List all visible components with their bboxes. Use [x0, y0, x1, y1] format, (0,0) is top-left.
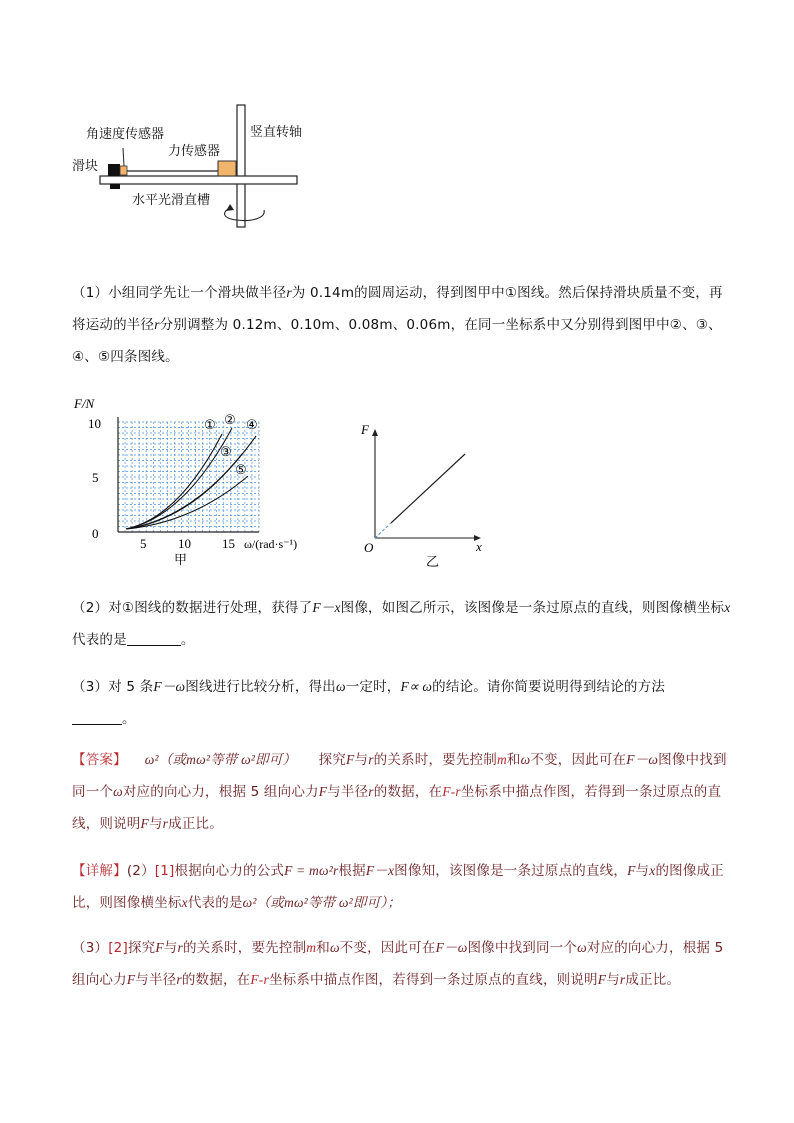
graph-yi-caption: 乙 — [426, 554, 440, 569]
label-angular-sensor: 角速度传感器 — [86, 127, 165, 142]
graph-yi-y-label: F — [361, 422, 369, 437]
answer-blank-3[interactable] — [72, 710, 122, 725]
graph-yi — [355, 420, 495, 570]
slider-foot — [110, 184, 120, 189]
detail-label: 【详解】 — [72, 863, 127, 879]
graph-jia-x-tick-5: 5 — [140, 536, 147, 551]
detail-block-2: 【详解】(2）[1]根据向心力的公式F = mω²r根据F－x图像知，该图像是一条过原点的直线，F与x的图像成正比，则图像横坐标x代表的是ω²（或mω²等带 ω²即可）； — [72, 863, 724, 911]
force-sensor — [218, 161, 236, 176]
graph-yi-svg — [355, 420, 495, 570]
horizontal-groove — [100, 176, 297, 184]
graph-jia-curves — [126, 428, 256, 529]
question-3: （3）对 5 条F－ω图线进行比较分析，得出ω一定时，F∝ ω的结论。请你简要说明得到结论的方法 。 — [72, 679, 666, 727]
graph-jia-curve-2 — [126, 428, 232, 529]
label-force-sensor: 力传感器 — [168, 144, 221, 159]
detail-block-3: （3）[2]探究F与r的关系时，要先控制m和ω不变，因此可在F－ω图像中找到同一个ω对应的向心力，根据 5 组向心力F与半径r的数据，在F-r坐标系中描点作图，若得到一条过原点的直线，则说明F与r成正比。 — [72, 940, 724, 988]
graph-jia-origin: 0 — [92, 526, 99, 541]
curve-label-3: ③ — [220, 444, 232, 459]
graph-yi-dashed-extension — [375, 523, 391, 538]
answer-label: 【答案】 — [72, 752, 127, 768]
graph-jia-x-label: ω/(rad·s⁻¹) — [244, 537, 298, 551]
graph-yi-origin: O — [364, 540, 374, 555]
curve-label-4: ④ — [246, 417, 258, 432]
apparatus-drawing — [70, 100, 310, 230]
apparatus-figure — [70, 100, 310, 230]
graph-jia-caption: 甲 — [174, 552, 188, 567]
answer-1: ω²（或mω²等带 ω²即可） — [144, 752, 297, 767]
graph-jia-curve-1 — [126, 434, 222, 529]
curve-label-1: ① — [204, 417, 216, 432]
graph-jia-y-tick-5: 5 — [92, 470, 99, 485]
graph-yi-x-label: x — [476, 539, 482, 554]
vertical-shaft — [237, 105, 245, 227]
curve-label-5: ⑤ — [235, 462, 247, 477]
graph-yi-line — [391, 454, 465, 523]
slider-block — [108, 164, 120, 176]
graph-jia — [70, 392, 320, 572]
answer-block: 【答案】 ω²（或mω²等带 ω²即可） 探究F与r的关系时，要先控制m和ω不变，因此可在F－ω图像中找到同一个ω对应的向心力，根据 5 组向心力F与半径r的数据，在F-r坐标系中描点作图，若得到一条过原点的直线，则说明F与r成正比。 — [72, 752, 727, 832]
label-groove: 水平光滑直槽 — [132, 193, 211, 208]
graph-jia-y-label: F/N — [74, 396, 95, 411]
question-2: （2）对①图线的数据进行处理，获得了F－x图像，如图乙所示，该图像是一条过原点的直线，则图像横坐标x代表的是 。 — [72, 600, 731, 648]
curve-label-2: ② — [224, 412, 236, 427]
label-axis: 竖直转轴 — [250, 125, 303, 140]
angular-sensor — [120, 166, 127, 175]
graph-jia-svg — [70, 392, 320, 572]
label-slider: 滑块 — [72, 159, 99, 174]
graph-jia-grid — [118, 422, 259, 532]
answer-blank-2[interactable] — [127, 631, 181, 646]
graph-jia-x-tick-10: 10 — [178, 536, 191, 551]
question-1: （1）小组同学先让一个滑块做半径r为 0.14m的圆周运动，得到图甲中①图线。然后保持滑块质量不变，再将运动的半径r分别调整为 0.12m、0.10m、0.08m、0.06m，在同一坐标系中又分别得到图甲中②、③、④、⑤四条图线。 — [72, 285, 723, 365]
graph-jia-y-tick-10: 10 — [88, 416, 101, 431]
graph-jia-x-tick-15: 15 — [222, 536, 235, 551]
